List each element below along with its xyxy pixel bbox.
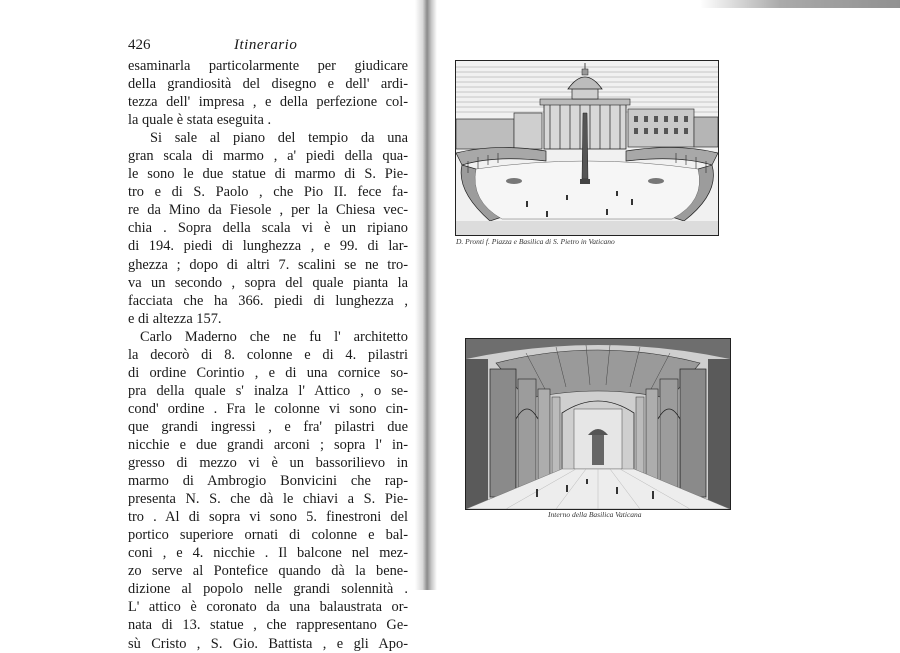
text-line: e di altezza 157. [128,310,222,327]
text-line: chia . Sopra della scala vi è un ripiano [128,220,408,237]
text-line: portico superiore ornati di colonne e bal- [128,527,408,544]
text-line: L' attico è coronato da una balaustrata or- [128,599,408,616]
engraving-piazza-san-pietro [455,60,719,236]
page-edge-shadow [700,0,900,8]
text-line: zo serve al Pontefice quando dà la bene- [128,563,408,580]
text-line: tro . Al di sopra vi sono 5. finestroni del [128,509,408,526]
text-line: di 194. piedi di lunghezza , e 99. di lar- [128,238,408,255]
text-line: cond' ordine . Fra le colonne vi sono cin- [128,400,408,417]
text-line: Si sale al piano del tempio da una [150,130,408,147]
text-line: dizione al popolo nelle grandi solennità . [128,581,408,598]
page-number: 426 [128,37,151,53]
plate-caption-bottom: Interno della Basilica Vaticana [548,510,642,519]
text-line: la decorò di 8. colonne e di 4. pilastri [128,346,408,363]
text-line: esaminarla particolarmente per giudicare [128,58,408,74]
text-line: re da Mino da Fiesole , per la Chiesa vec- [128,202,408,219]
text-line: sù Cristo , S. Gio. Battista , e gli Apo- [128,635,408,652]
text-line: nata di 13. statue , che rappresentano Ge- [128,617,408,634]
book-gutter [415,0,437,590]
engraving-interior-art [466,339,730,509]
engraving-interior-basilica [465,338,731,510]
plate-caption-top: D. Pronti f. Piazza e Basilica di S. Pietro in Vaticano [456,237,615,246]
text-line: le sono le due statue di marmo di S. Pie- [128,166,408,183]
page-header [128,35,408,57]
text-line: tro e di S. Paolo , che Pio II. fece fa- [128,184,408,201]
text-line: pra della quale s' inalza l' Attico , o se- [128,382,408,399]
text-line: nicchie e due grandi arconi ; sopra l' in- [128,436,408,453]
running-title: Itinerario [234,37,298,53]
text-line: facciata che ha 366. piedi di lunghezza , [128,292,408,309]
text-line: ghezza ; dopo di altri 7. scalini se ne tro- [128,256,408,273]
text-line: que grandi ingressi , e fra' pilastri due [128,418,408,435]
text-line: tezza dell' impresa , e della perfezione col- [128,94,408,111]
text-line: gresso di mezzo vi è un bassorilievo in [128,455,408,472]
text-line: la quale è stata eseguita . [128,112,272,129]
text-line: va un secondo , sopra del quale pianta la [128,274,408,291]
left-page [128,35,408,653]
text-line: della grandiosità del disegno e dell' ardi- [128,76,408,93]
text-line: gran scala di marmo , a' piedi della qua- [128,148,408,165]
text-line: coni , e 4. nicchie . Il balcone nel mez- [128,545,408,562]
text-line: di ordine Corintio , e di una cornice so- [128,364,408,381]
text-line: presenta N. S. che dà le chiavi a S. Pie- [128,491,408,508]
text-line: Carlo Maderno che ne fu l' architetto [140,328,408,345]
engraving-piazza-art [456,61,718,235]
body-text [128,57,408,653]
text-line: marmo di Ambrogio Bonvicini che rap- [128,473,408,490]
